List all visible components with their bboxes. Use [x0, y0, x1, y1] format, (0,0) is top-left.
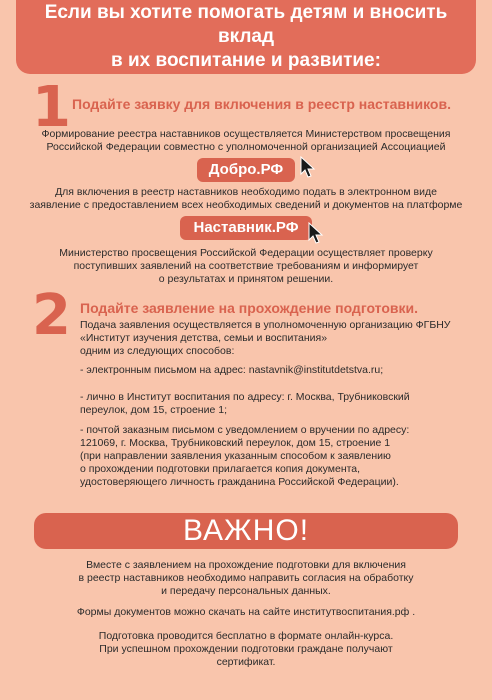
text-line: - электронным письмом на адрес: nastavnik@institutdetstva.ru;: [80, 364, 384, 376]
step-2-way-mail: [80, 424, 409, 489]
text-line: Формирование реестра наставников осуществляется Министерством просвещения: [41, 128, 451, 140]
text-line: переулок, дом 15, строение 1;: [80, 404, 227, 416]
page-header: [16, 0, 476, 74]
step-1-paragraph-2: [0, 186, 492, 212]
step-1-title: Подайте заявку для включения в реестр наставников.: [72, 96, 451, 112]
text-line: При успешном прохождении подготовки граждане получают: [99, 643, 393, 655]
text-line: Подготовка проводится бесплатно в формате онлайн-курса.: [98, 630, 394, 642]
cursor-icon: [308, 222, 324, 244]
header-line-1: Если вы хотите помогать детям и вносить вклад: [44, 2, 448, 47]
text-line: 121069, г. Москва, Трубниковский переулок, дом 15, строение 1: [80, 437, 391, 449]
text-line: - почтой заказным письмом с уведомлением о вручении по адресу:: [80, 424, 410, 436]
text-line: Для включения в реестр наставников необходимо подать в электронном виде: [55, 186, 437, 198]
step-2-title: Подайте заявление на прохождение подготовки.: [80, 300, 419, 316]
text-line: - лично в Институт воспитания по адресу: г. Москва, Трубниковский: [80, 391, 410, 403]
important-banner: ВАЖНО!: [34, 513, 458, 549]
step-1-number: 1: [32, 75, 71, 140]
text-line: о прохождении подготовки прилагается копия документа,: [80, 463, 361, 475]
text-line: Министерство просвещения Российской Федерации осуществляет проверку: [59, 247, 433, 259]
text-line: Подача заявления осуществляется в уполномоченную организацию ФГБНУ: [80, 319, 451, 331]
text-line: Вместе с заявлением на прохождение подготовки для включения: [86, 559, 406, 571]
cursor-icon: [300, 156, 316, 178]
text-line: и передачу персональных данных.: [161, 585, 331, 597]
step-2-way-in-person: [80, 391, 410, 417]
step-2-intro: [80, 319, 450, 358]
text-line: в реестр наставников необходимо направить согласия на обработку: [78, 572, 414, 584]
important-paragraph-2: [0, 606, 492, 619]
header-line-2: в их воспитание и развитие:: [111, 50, 381, 71]
text-line: «Институт изучения детства, семьи и воспитания»: [80, 332, 328, 344]
dobro-rf-link[interactable]: Добро.РФ: [197, 158, 295, 182]
text-line: Российской Федерации совместно с уполномоченной организацией Ассоциацией: [46, 141, 446, 153]
text-line: удостоверяющего личность гражданина Российской Федерации).: [80, 476, 399, 488]
important-paragraph-3: [0, 630, 492, 669]
nastavnik-rf-link[interactable]: Наставник.РФ: [180, 216, 312, 240]
text-line: Формы документов можно скачать на сайте институтвоспитания.рф .: [76, 606, 416, 618]
step-1-paragraph-1: [0, 128, 492, 154]
text-line: одним из следующих способов:: [80, 345, 235, 357]
text-line: о результатах и принятом решении.: [158, 273, 334, 285]
important-paragraph-1: [0, 559, 492, 598]
text-line: сертификат.: [216, 656, 276, 668]
step-2-number: 2: [32, 283, 71, 348]
text-line: поступивших заявлений на соответствие требованиям и информирует: [73, 260, 419, 272]
step-1-paragraph-3: [0, 247, 492, 286]
text-line: (при направлении заявления указанным способом к заявлению: [80, 450, 391, 462]
step-2-way-email: [80, 364, 383, 377]
text-line: заявление с предоставлением всех необходимых сведений и документов на платформе: [29, 199, 463, 211]
